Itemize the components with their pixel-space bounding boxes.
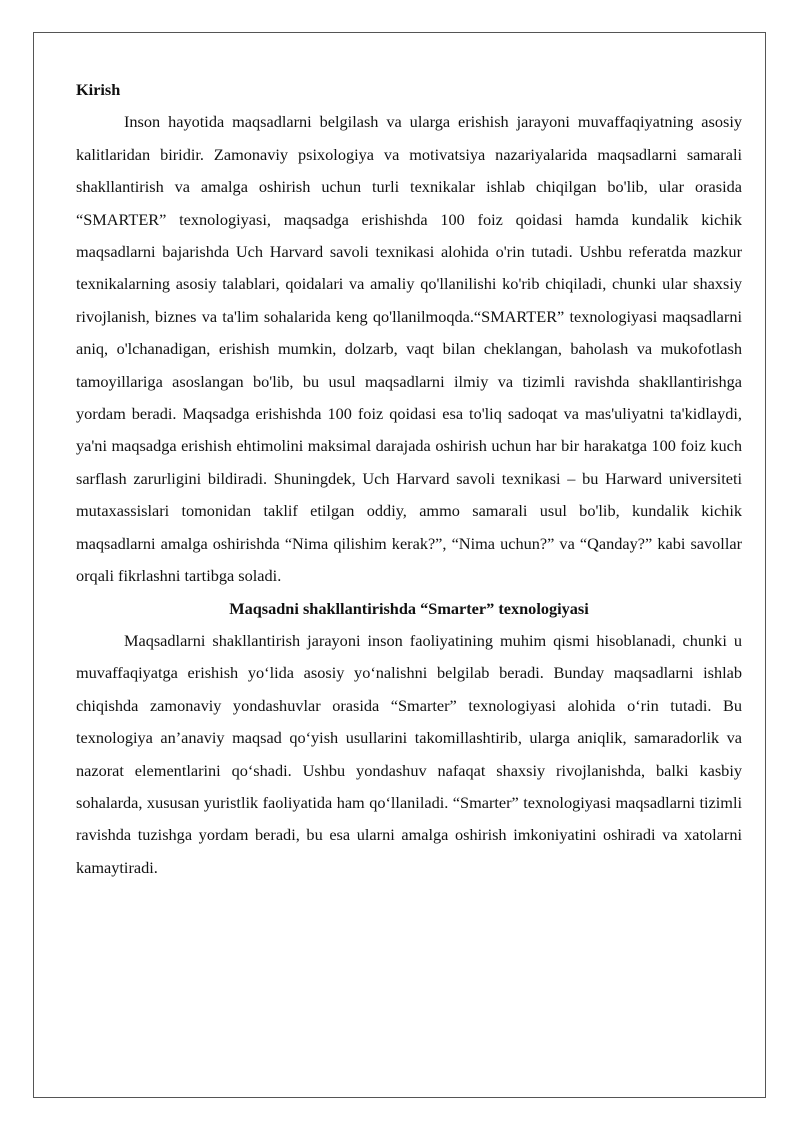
section-paragraph: Maqsadlarni shakllantirish jarayoni inson faoliyatining muhim qismi hisoblanadi, chunki u muvaffaqiyatga erishish yo‘lida asosiy yo‘nalishni belgilab beradi. Bunday maqsadlarni ishlab chiqishda zamonaviy yondashuvlar orasida “Smarter” texnologiyasi alohida o‘rin tutadi. Bu texnologiya an’anaviy maqsad qo‘yish usullarini takomillashtirib, ularga aniqlik, samaradorlik va nazorat elementlarini qo‘shadi. Ushbu yondashuv nafaqat shaxsiy rivojlanishda, balki kasbiy sohalarda, xususan yuristlik faoliyatida ham qo‘llaniladi. “Smarter” texnologiyasi maqsadlarni tizimli ravishda tuzishga yordam beradi, bu esa ularni amalga oshirish imkoniyatini oshiradi va xatolarni kamaytiradi. [76,630,742,877]
intro-heading: Kirish [76,80,121,99]
section-heading: Maqsadni shakllantirishda “Smarter” texnologiyasi [229,598,589,618]
document-body [76,74,742,884]
intro-paragraph: Inson hayotida maqsadlarni belgilash va ularga erishish jarayoni muvaffaqiyatning asosiy kalitlaridan biridir. Zamonaviy psixologiya va motivatsiya nazariyalarida maqsadlarni samarali shakllantirish va amalga oshirish uchun turli texnikalar ishlab chiqilgan bo'lib, ular orasida “SMARTER” texnologiyasi, maqsadga erishishda 100 foiz qoidasi hamda kundalik kichik maqsadlarni bajarishda Uch Harvard savoli texnikasi alohida o'rin tutadi. Ushbu referatda mazkur texnikalarning asosiy talablari, qoidalari va amaliy qo'llanilishi ko'rib chiqiladi, chunki ular shaxsiy rivojlanish, biznes va ta'lim sohalarida keng qo'llanilmoqda.“SMARTER” texnologiyasi maqsadlarni aniq, o'lchanadigan, erishish mumkin, dolzarb, vaqt bilan cheklangan, baholash va mukofotlash tamoyillariga asoslangan bo'lib, bu usul maqsadlarni ilmiy va tizimli ravishda shakllantirishga yordam beradi. Maqsadga erishishda 100 foiz qoidasi esa to'liq sadoqat va mas'uliyatni ta'kidlaydi, ya'ni maqsadga erishish ehtimolini maksimal darajada oshirish uchun har bir harakatga 100 foiz kuch sarflash zarurligini bildiradi. Shuningdek, Uch Harvard savoli texnikasi – bu Harward universiteti mutaxassislari tomonidan taklif etilgan oddiy, ammo samarali usul bo'lib, kundalik kichik maqsadlarni amalga oshirishda “Nima qilishim kerak?”, “Nima uchun?” va “Qanday?” kabi savollar orqali fikrlashni tartibga soladi. [76,112,742,586]
